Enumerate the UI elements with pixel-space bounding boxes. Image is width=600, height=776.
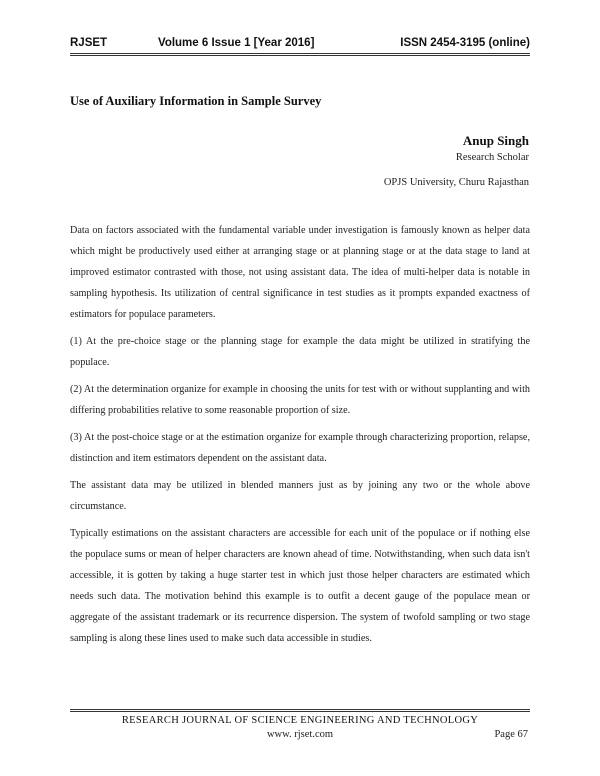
paragraph: Typically estimations on the assistant characters are accessible for each unit of the populace or if nothing else the populace sums or mean of helper characters are known ahead of time. Notwithstanding, when such data isn't accessible, it is gotten by taking a huge starter test in which just those helper characters are estimated which needs such data. The motivation behind this example is to outfit a decent gauge of the populace mean or aggregate of the assistant trademark or its recurrence dispersion. The system of twofold sampling or two stage sampling is along these lines used to make such data accessible in studies. <box>70 528 530 644</box>
running-header <box>70 37 530 51</box>
paragraph: (1) At the pre-choice stage or the planning stage for example the data might be utilized in stratifying the populace. <box>70 336 530 368</box>
author-block <box>384 134 529 188</box>
author-role: Research Scholar <box>455 152 529 163</box>
paper-title: Use of Auxiliary Information in Sample Survey <box>70 94 322 108</box>
header-issn: ISSN 2454-3195 (online) <box>400 37 530 49</box>
paragraph: Data on factors associated with the fundamental variable under investigation is famously known as helper data which might be productively used either at arranging stage or at planning stage or at the data stage to land at improved estimator contrasted with those, not using assistant data. The idea of multi-helper data is notable in sampling hypothesis. Its utilization of central significance in test studies as it prompts expanded exactness of estimators for populace parameters. <box>70 225 530 320</box>
header-divider <box>70 53 530 56</box>
author-affiliation: OPJS University, Churu Rajasthan <box>383 176 529 188</box>
header-journal-name: RJSET <box>70 37 108 49</box>
author-name: Anup Singh <box>462 133 529 148</box>
header-volume-issue: Volume 6 Issue 1 [Year 2016] <box>158 37 315 49</box>
paragraph: (3) At the post-choice stage or at the estimation organize for example through characterizing proportion, relapse, distinction and item estimators dependent on the assistant data. <box>70 432 530 464</box>
page-number: Page 67 <box>494 729 528 740</box>
paragraph: (2) At the determination organize for example in choosing the units for test with or without supplanting and with differing probabilities relative to some reasonable proportion of size. <box>70 384 530 416</box>
footer-divider <box>70 709 530 712</box>
article-body <box>70 220 530 655</box>
footer-website: www. rjset.com <box>266 729 334 740</box>
paragraph: The assistant data may be utilized in blended manners just as by joining any two or the whole above circumstance. <box>70 480 530 512</box>
footer-journal-name: RESEARCH JOURNAL OF SCIENCE ENGINEERING AND TECHNOLOGY <box>121 715 479 726</box>
